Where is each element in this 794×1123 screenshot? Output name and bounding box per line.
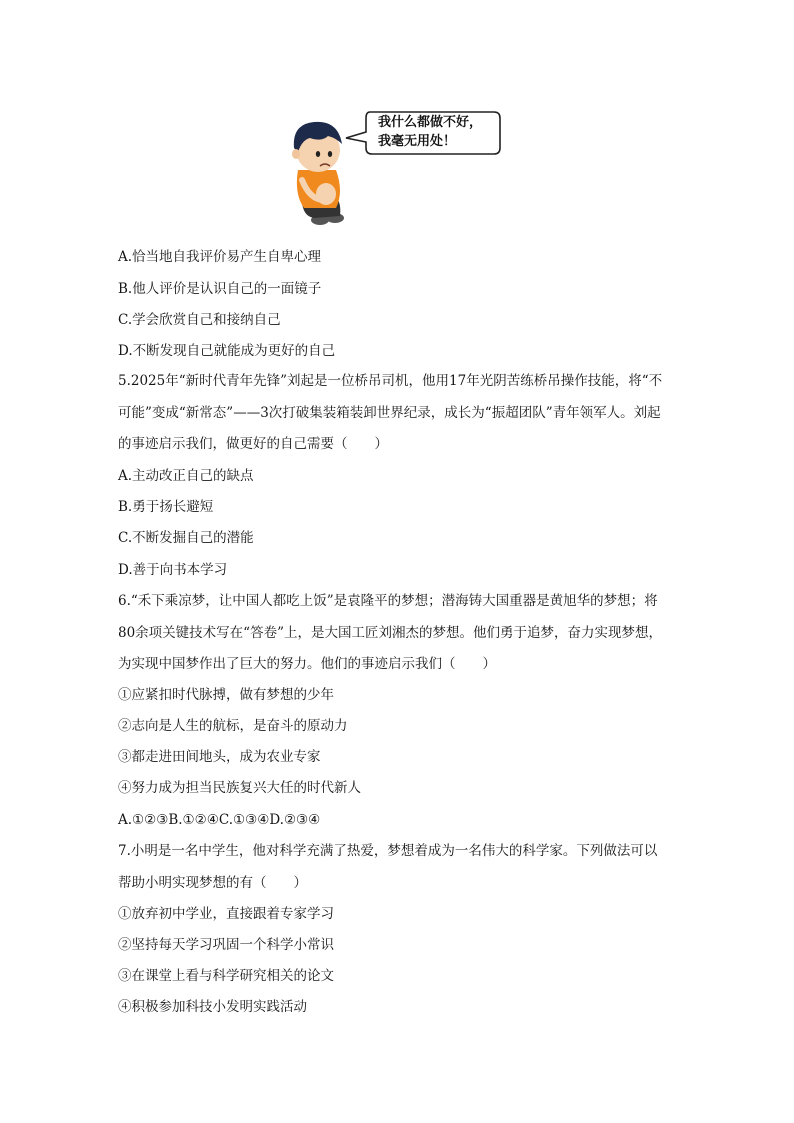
q5-stem-line: 的事迹启示我们，做更好的自己需要（ ）	[118, 436, 388, 452]
q6-stem-line: 6.“禾下乘凉梦，让中国人都吃上饭”是袁隆平的梦想；潜海铸大国重器是黄旭华的梦想；将	[118, 593, 658, 609]
q6-item-2: ②志向是人生的航标，是奋斗的原动力	[118, 718, 348, 734]
bubble-line: 我毫无用处！	[378, 134, 457, 149]
q4-option-b: B.他人评价是认识自己的一面镜子	[118, 281, 322, 297]
q5-option-b: B.勇于扬长避短	[118, 499, 214, 515]
q6-item-3: ③都走进田间地头，成为农业专家	[118, 749, 321, 765]
q7-item-4: ④积极参加科技小发明实践活动	[118, 999, 307, 1015]
q6-stem-line: 为实现中国梦作出了巨大的努力。他们的事迹启示我们（ ）	[118, 656, 496, 672]
q7-item-3: ③在课堂上看与科学研究相关的论文	[118, 968, 334, 984]
eye-left	[316, 151, 320, 157]
q7-stem-line: 7.小明是一名中学生，他对科学充满了热爱，梦想着成为一名伟大的科学家。下列做法可以	[118, 843, 658, 859]
speech-bubble-text	[378, 113, 482, 151]
q5-option-a: A.主动改正自己的缺点	[118, 468, 254, 484]
q5-option-c: C.不断发掘自己的潜能	[118, 530, 254, 546]
q6-stem-line: 80余项关键技术写在“答卷”上，是大国工匠刘湘杰的梦想。他们勇于追梦，奋力实现梦想，	[118, 624, 662, 641]
q4-option-a: A.恰当地自我评价易产生自卑心理	[118, 249, 322, 265]
q5-stem-line: 5.2025年“新时代青年先锋”刘起是一位桥吊司机，他用17年光阴苦练桥吊操作技能，将“不	[118, 373, 663, 389]
q6-choices: A.①②③B.①②④C.①③④D.②③④	[118, 812, 321, 828]
q6-item-4: ④努力成为担当民族复兴大任的时代新人	[118, 780, 361, 796]
bubble-line: 我什么都做不好，	[378, 115, 483, 130]
q5-stem-line: 可能”变成“新常态”——3次打破集装箱装卸世界纪录，成长为“振超团队”青年领军人。刘起	[118, 404, 661, 421]
q7-item-2: ②坚持每天学习巩固一个科学小常识	[118, 937, 334, 953]
q7-stem-line: 帮助小明实现梦想的有（ ）	[118, 874, 307, 891]
q6-stem	[118, 586, 678, 681]
q7-item-1: ①放弃初中学业，直接跟着专家学习	[118, 906, 334, 922]
eye-right	[328, 151, 332, 157]
ear	[292, 149, 300, 159]
q6-item-1: ①应紧扣时代脉搏，做有梦想的少年	[118, 687, 334, 703]
q5-stem	[118, 366, 678, 461]
q4-option-d: D.不断发现自己就能成为更好的自己	[118, 343, 336, 359]
q5-option-d: D.善于向书本学习	[118, 562, 228, 578]
q7-stem	[118, 836, 678, 899]
q4-option-c: C.学会欣赏自己和接纳自己	[118, 312, 281, 328]
